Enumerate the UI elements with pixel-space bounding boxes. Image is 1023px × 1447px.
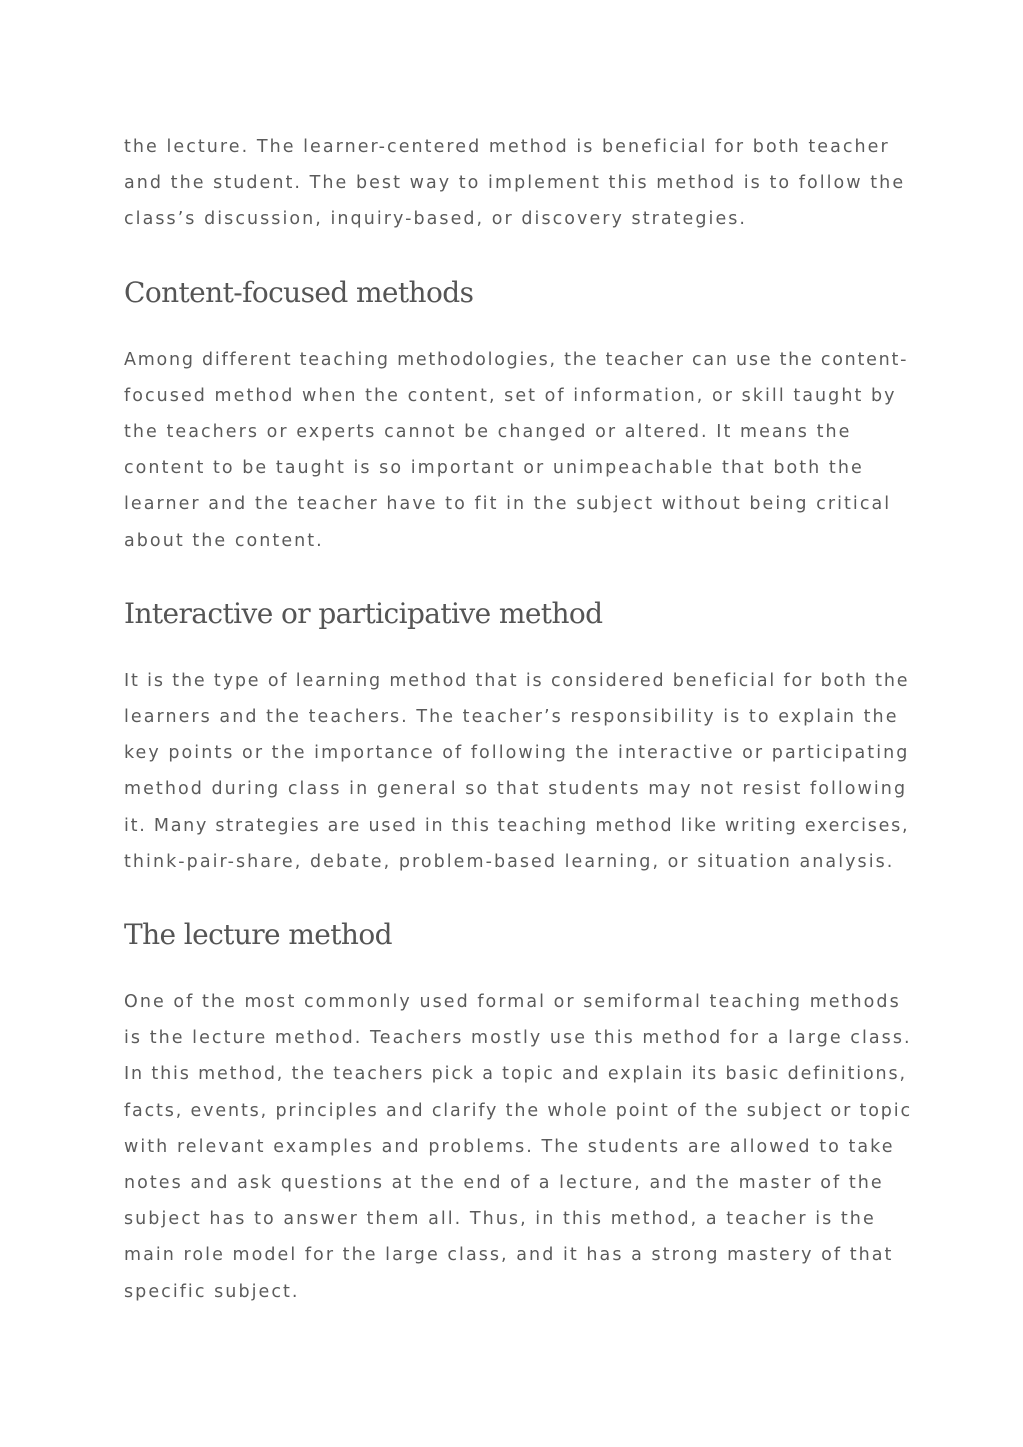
paragraph-line: specific subject. — [124, 1281, 300, 1302]
section-heading-lecture: The lecture method — [124, 918, 392, 952]
paragraph-line: with relevant examples and problems. The students are allowed to take — [124, 1136, 895, 1157]
section-heading-content-focused: Content-focused methods — [124, 275, 474, 309]
paragraph-line: it. Many strategies are used in this teaching method like writing exercises, — [124, 815, 910, 836]
paragraph-line: think-pair-share, debate, problem-based learning, or situation analysis. — [124, 851, 895, 872]
paragraph-line: method during class in general so that students may not resist following — [124, 779, 908, 800]
intro-paragraph — [124, 129, 914, 238]
interactive-paragraph — [124, 663, 914, 880]
paragraph-line: notes and ask questions at the end of a lecture, and the master of the — [124, 1173, 884, 1194]
paragraph-line: class’s discussion, inquiry-based, or discovery strategies. — [124, 209, 748, 230]
paragraph-line: subject has to answer them all. Thus, in this method, a teacher is the — [124, 1209, 876, 1230]
paragraph-line: key points or the importance of following the interactive or participating — [124, 743, 910, 764]
paragraph-line: content to be taught is so important or unimpeachable that both the — [124, 458, 864, 479]
paragraph-line: learner and the teacher have to fit in the subject without being critical — [124, 494, 892, 515]
paragraph-line: is the lecture method. Teachers mostly use this method for a large class. — [124, 1028, 912, 1049]
paragraph-line: and the student. The best way to implement this method is to follow the — [124, 173, 906, 194]
paragraph-line: the lecture. The learner-centered method is beneficial for both teacher — [124, 137, 890, 157]
paragraph-line: facts, events, principles and clarify the whole point of the subject or topic — [124, 1100, 912, 1121]
paragraph-line: It is the type of learning method that is considered beneficial for both the — [124, 670, 910, 691]
paragraph-line: One of the most commonly used formal or semiformal teaching methods — [124, 992, 901, 1013]
content-focused-paragraph — [124, 342, 914, 559]
paragraph-line: learners and the teachers. The teacher’s responsibility is to explain the — [124, 707, 899, 728]
document-body — [124, 129, 914, 1310]
paragraph-line: about the content. — [124, 530, 324, 551]
paragraph-line: focused method when the content, set of information, or skill taught by — [124, 385, 897, 406]
lecture-paragraph — [124, 984, 914, 1310]
paragraph-line: main role model for the large class, and it has a strong mastery of that — [124, 1245, 894, 1266]
section-heading-interactive: Interactive or participative method — [124, 596, 603, 630]
paragraph-line: the teachers or experts cannot be changed or altered. It means the — [124, 422, 852, 443]
paragraph-line: In this method, the teachers pick a topic and explain its basic definitions, — [124, 1064, 907, 1085]
paragraph-line: Among different teaching methodologies, the teacher can use the content- — [124, 349, 909, 370]
